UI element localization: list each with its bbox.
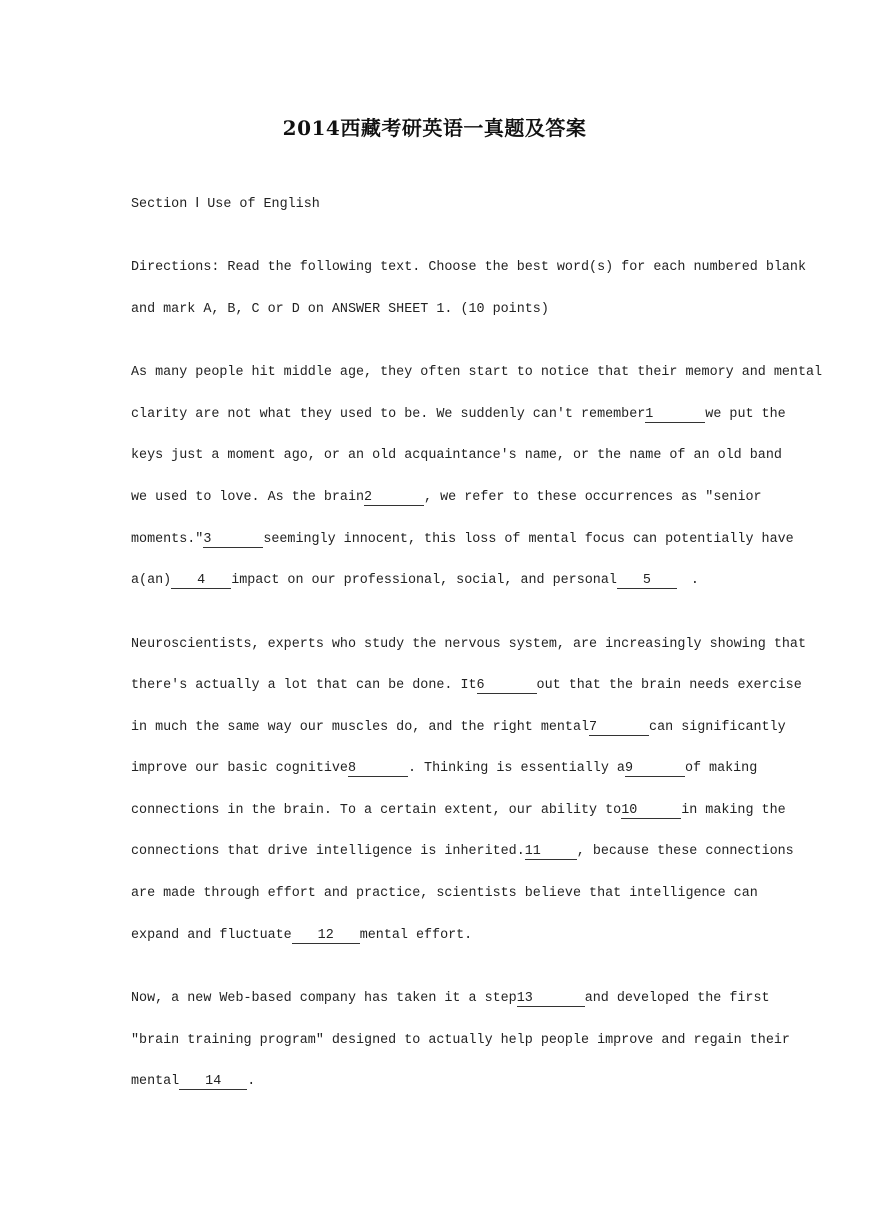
paragraph-2-line-1: Neuroscientists, experts who study the nervous system, are increasingly showing that [131, 637, 806, 652]
text-segment: Now, a new Web-based company has taken it a step [131, 991, 517, 1006]
blank-13: 13 [517, 991, 585, 1007]
paragraph-2-line-5 [131, 802, 786, 820]
text-segment: connections in the brain. To a certain extent, our ability to [131, 803, 622, 818]
blank-2: 2 [364, 490, 424, 506]
paragraph-3-line-2: "brain training program" designed to actually help people improve and regain their [131, 1033, 790, 1048]
text-segment: out that the brain needs exercise [536, 678, 802, 693]
blank-10: 10 [621, 803, 681, 819]
paragraph-1-line-1: As many people hit middle age, they often start to notice that their memory and mental [131, 365, 823, 380]
text-segment: , because these connections [576, 844, 794, 859]
blank-1: 1 [645, 407, 705, 423]
text-segment: . [690, 573, 699, 588]
text-segment: and developed the first [584, 991, 770, 1006]
blank-4: 4 [171, 573, 231, 589]
text-segment: seemingly innocent, this loss of mental focus can potentially have [263, 532, 794, 547]
paragraph-2-line-6 [131, 843, 794, 861]
paragraph-3-line-3 [131, 1073, 737, 1091]
text-segment: we used to love. As the brain [131, 490, 365, 505]
directions-line-1: Directions: Read the following text. Choose the best word(s) for each numbered blank [131, 260, 806, 275]
blank-11: 11 [525, 844, 577, 860]
text-segment: impact on our professional, social, and personal [231, 573, 617, 588]
text-segment: we put the [705, 407, 786, 422]
text-segment: connections that drive intelligence is inherited. [131, 844, 525, 859]
paragraph-2-line-2 [131, 677, 802, 695]
blank-8: 8 [348, 761, 408, 777]
text-segment: , we refer to these occurrences as "senior [424, 490, 762, 505]
text-segment: . [247, 1074, 256, 1089]
text-segment: mental effort. [359, 928, 473, 943]
blank-5: 5 [617, 573, 677, 589]
text-segment: expand and fluctuate [131, 928, 292, 943]
paragraph-1-line-6 [131, 572, 737, 590]
blank-3: 3 [203, 532, 263, 548]
text-segment: mental [131, 1074, 180, 1089]
paragraph-2-line-4 [131, 760, 758, 778]
paragraph-2-line-7: are made through effort and practice, scientists believe that intelligence can [131, 886, 758, 901]
blank-6: 6 [477, 678, 537, 694]
blank-12: 12 [292, 928, 360, 944]
text-segment: a(an) [131, 573, 172, 588]
blank-14: 14 [179, 1074, 247, 1090]
text-segment: clarity are not what they used to be. We suddenly can't remember [131, 407, 646, 422]
paragraph-1-line-3: keys just a moment ago, or an old acquaintance's name, or the name of an old band [131, 448, 782, 463]
section-heading: Section Ⅰ Use of English [131, 197, 320, 212]
paragraph-2-line-3 [131, 719, 786, 737]
paragraph-2-line-8 [131, 927, 737, 945]
paragraph-3-line-1 [131, 990, 770, 1008]
text-segment: in much the same way our muscles do, and the right mental [131, 720, 590, 735]
text-segment: improve our basic cognitive [131, 761, 348, 776]
paragraph-1-line-4 [131, 489, 762, 507]
blank-9: 9 [625, 761, 685, 777]
text-segment: can significantly [649, 720, 786, 735]
text-segment: moments." [131, 532, 204, 547]
blank-7: 7 [589, 720, 649, 736]
text-segment: in making the [681, 803, 786, 818]
paragraph-1-line-2 [131, 406, 786, 424]
text-segment: there's actually a lot that can be done. It [131, 678, 477, 693]
text-segment: . Thinking is essentially a [407, 761, 625, 776]
text-segment: of making [684, 761, 758, 776]
directions-line-2: and mark A, B, C or D on ANSWER SHEET 1. (10 points) [131, 302, 549, 317]
document-title: 2014西藏考研英语一真题及答案 [282, 116, 587, 140]
paragraph-1-line-5 [131, 531, 794, 549]
